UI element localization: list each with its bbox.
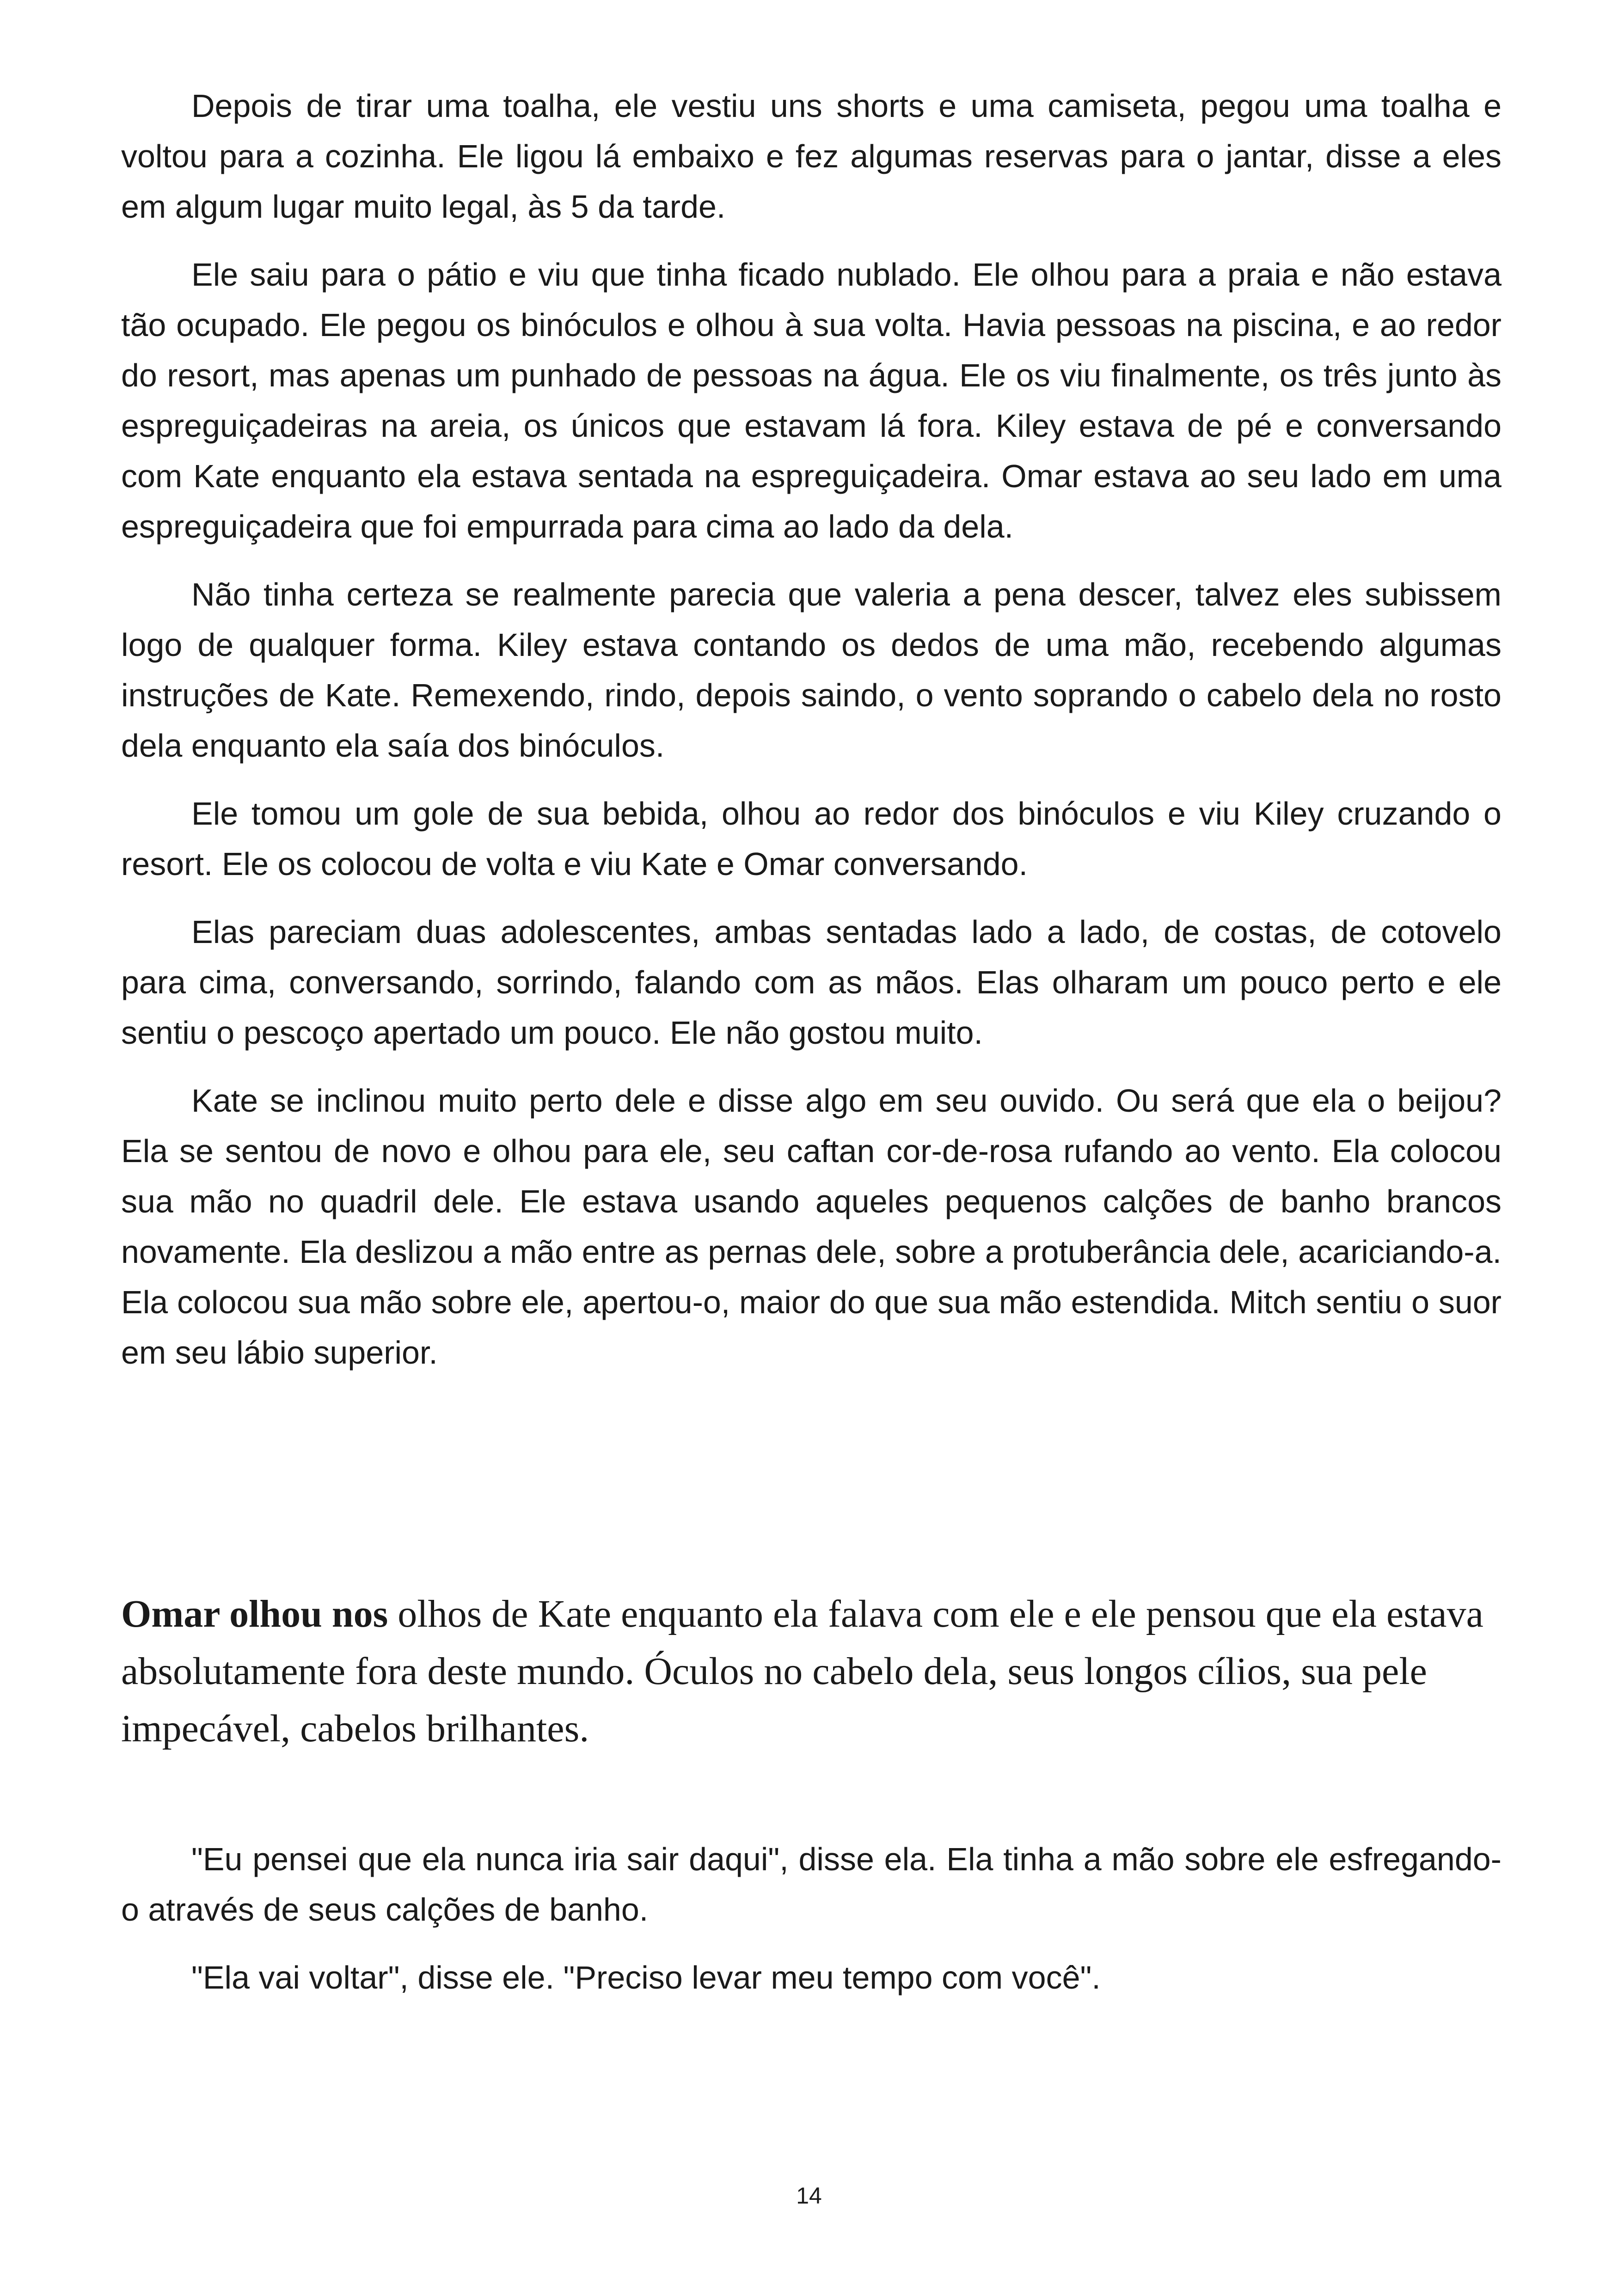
paragraph: Depois de tirar uma toalha, ele vestiu uns shorts e uma camiseta, pegou uma toalha e voltou para a cozinha. Ele ligou lá embaixo e fez algumas reservas para o jantar, disse a eles em algum lugar muito legal, às 5 da tarde.	[121, 88, 1502, 225]
paragraph: "Eu pensei que ela nunca iria sair daqui", disse ela. Ela tinha a mão sobre ele esfregando-o através de seus calções de banho.	[121, 1841, 1502, 1928]
paragraph: Ele tomou um gole de sua bebida, olhou ao redor dos binóculos e viu Kiley cruzando o resort. Ele os colocou de volta e viu Kate e Omar conversando.	[121, 796, 1502, 882]
paragraph: "Ela vai voltar", disse ele. "Preciso levar meu tempo com você".	[191, 1959, 1101, 1996]
section-text: olhos de Kate enquanto ela falava com ele e ele pensou que ela estava absolutamente fora deste mundo. Óculos no cabelo dela, seus longos cílios, sua pele impecável, cabelos brilhantes.	[121, 1592, 1483, 1750]
paragraph: Não tinha certeza se realmente parecia que valeria a pena descer, talvez eles subissem logo de qualquer forma. Kiley estava contando os dedos de uma mão, recebendo algumas instruções de Kate. Remexendo, rindo, depois saindo, o vento soprando o cabelo dela no rosto dela enquanto ela saía dos binóculos.	[121, 576, 1502, 764]
paragraph: Elas pareciam duas adolescentes, ambas sentadas lado a lado, de costas, de cotovelo para cima, conversando, sorrindo, falando com as mãos. Elas olharam um pouco perto e ele sentiu o pescoço apertado um pouco. Ele não gostou muito.	[121, 914, 1502, 1051]
body-text-bottom	[121, 1834, 1502, 2020]
paragraph: Kate se inclinou muito perto dele e disse algo em seu ouvido. Ou será que ela o beijou? Ela se sentou de novo e olhou para ele, seu caftan cor-de-rosa rufando ao vento. Ela colocou sua mão no quadril dele. Ele estava usando aqueles pequenos calções de banho brancos novamente. Ela deslizou a mão entre as pernas dele, sobre a protuberância dele, acariciando-a. Ela colocou sua mão sobre ele, apertou-o, maior do que sua mão estendida. Mitch sentiu o suor em seu lábio superior.	[121, 1083, 1502, 1371]
section-lead: Omar olhou nos	[121, 1592, 388, 1635]
body-text-top	[121, 81, 1502, 1396]
section-opening	[121, 1586, 1502, 1757]
page-number: 14	[796, 2183, 822, 2209]
paragraph: Ele saiu para o pátio e viu que tinha ficado nublado. Ele olhou para a praia e não estava tão ocupado. Ele pegou os binóculos e olhou à sua volta. Havia pessoas na piscina, e ao redor do resort, mas apenas um punhado de pessoas na água. Ele os viu finalmente, os três junto às espreguiçadeiras na areia, os únicos que estavam lá fora. Kiley estava de pé e conversando com Kate enquanto ela estava sentada na espreguiçadeira. Omar estava ao seu lado em uma espreguiçadeira que foi empurrada para cima ao lado da dela.	[121, 257, 1502, 545]
